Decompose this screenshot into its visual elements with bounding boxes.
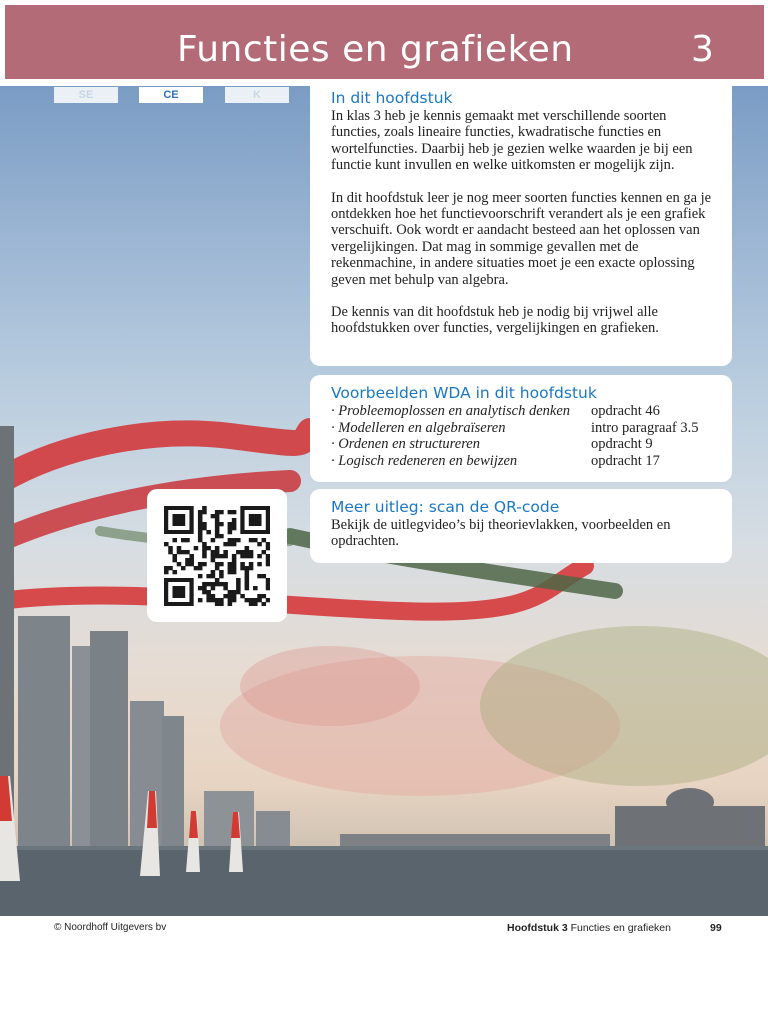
tab-k[interactable]: K — [225, 87, 289, 103]
wda-panel — [310, 375, 732, 482]
wda-item-ref: opdracht 17 — [591, 452, 660, 469]
tab-ce[interactable]: CE — [139, 87, 203, 103]
intro-paragraph-1: In klas 3 heb je kennis gemaakt met verschillende soorten functies, zoals lineaire functies, kwadratische functies en wortelfuncties. Daarbij heb je gezien welke waarden je bij een functie kunt invullen en welke uitkomsten er mogelijk zijn. — [331, 108, 693, 174]
chapter-number: 3 — [691, 29, 714, 70]
wda-row — [331, 436, 718, 453]
wda-list — [331, 403, 718, 469]
wda-row — [331, 453, 718, 470]
intro-paragraph-3: De kennis van dit hoofdstuk heb je nodig bij vrijwel alle hoofdstukken over functies, vergelijkingen en grafieken. — [331, 304, 659, 337]
qr-info-text: Bekijk de uitlegvideo’s bij theorievlakken, voorbeelden en opdrachten. — [331, 517, 671, 550]
wda-item-label: · Modelleren en algebraïseren — [331, 419, 506, 436]
footer-chapter-label: Hoofdstuk 3 — [507, 922, 568, 934]
wda-item-label: · Probleemoplossen en analytisch denken — [331, 403, 571, 419]
intro-panel — [310, 86, 732, 366]
wda-row — [331, 403, 718, 420]
qr-code-box — [147, 489, 287, 622]
qr-code[interactable] — [164, 506, 270, 606]
qr-info-panel — [310, 489, 732, 563]
intro-title: In dit hoofdstuk — [331, 89, 453, 107]
intro-paragraph-2: In dit hoofdstuk leer je nog meer soorten functies kennen en ga je ontdekken hoe het functievoorschrift verandert als je een grafiek verschuift. Ook wordt er aandacht besteed aan het oplossen van vergelijkingen. Dat mag in sommige gevallen met de rekenmachine, in andere situaties moet je een exacte oplossing geven met behulp van algebra. — [331, 189, 712, 288]
footer-chapter-title: Functies en grafieken — [570, 922, 671, 934]
qr-info-title: Meer uitleg: scan de QR-code — [331, 498, 560, 516]
wda-item-label: · Ordenen en structureren — [331, 436, 480, 452]
wda-item-ref: opdracht 9 — [591, 436, 653, 452]
wda-item-label: · Logisch redeneren en bewijzen — [331, 452, 518, 469]
running-footer — [507, 922, 671, 934]
publisher-credit: © Noordhoff Uitgevers bv — [54, 922, 167, 933]
chapter-header — [5, 5, 764, 79]
page-number: 99 — [710, 922, 722, 934]
tab-se[interactable]: SE — [54, 87, 118, 103]
chapter-title: Functies en grafieken — [177, 29, 574, 70]
wda-item-ref: intro paragraaf 3.5 — [591, 419, 699, 436]
wda-row — [331, 420, 718, 437]
wda-title: Voorbeelden WDA in dit hoofdstuk — [331, 384, 597, 402]
wda-item-ref: opdracht 46 — [591, 403, 660, 419]
